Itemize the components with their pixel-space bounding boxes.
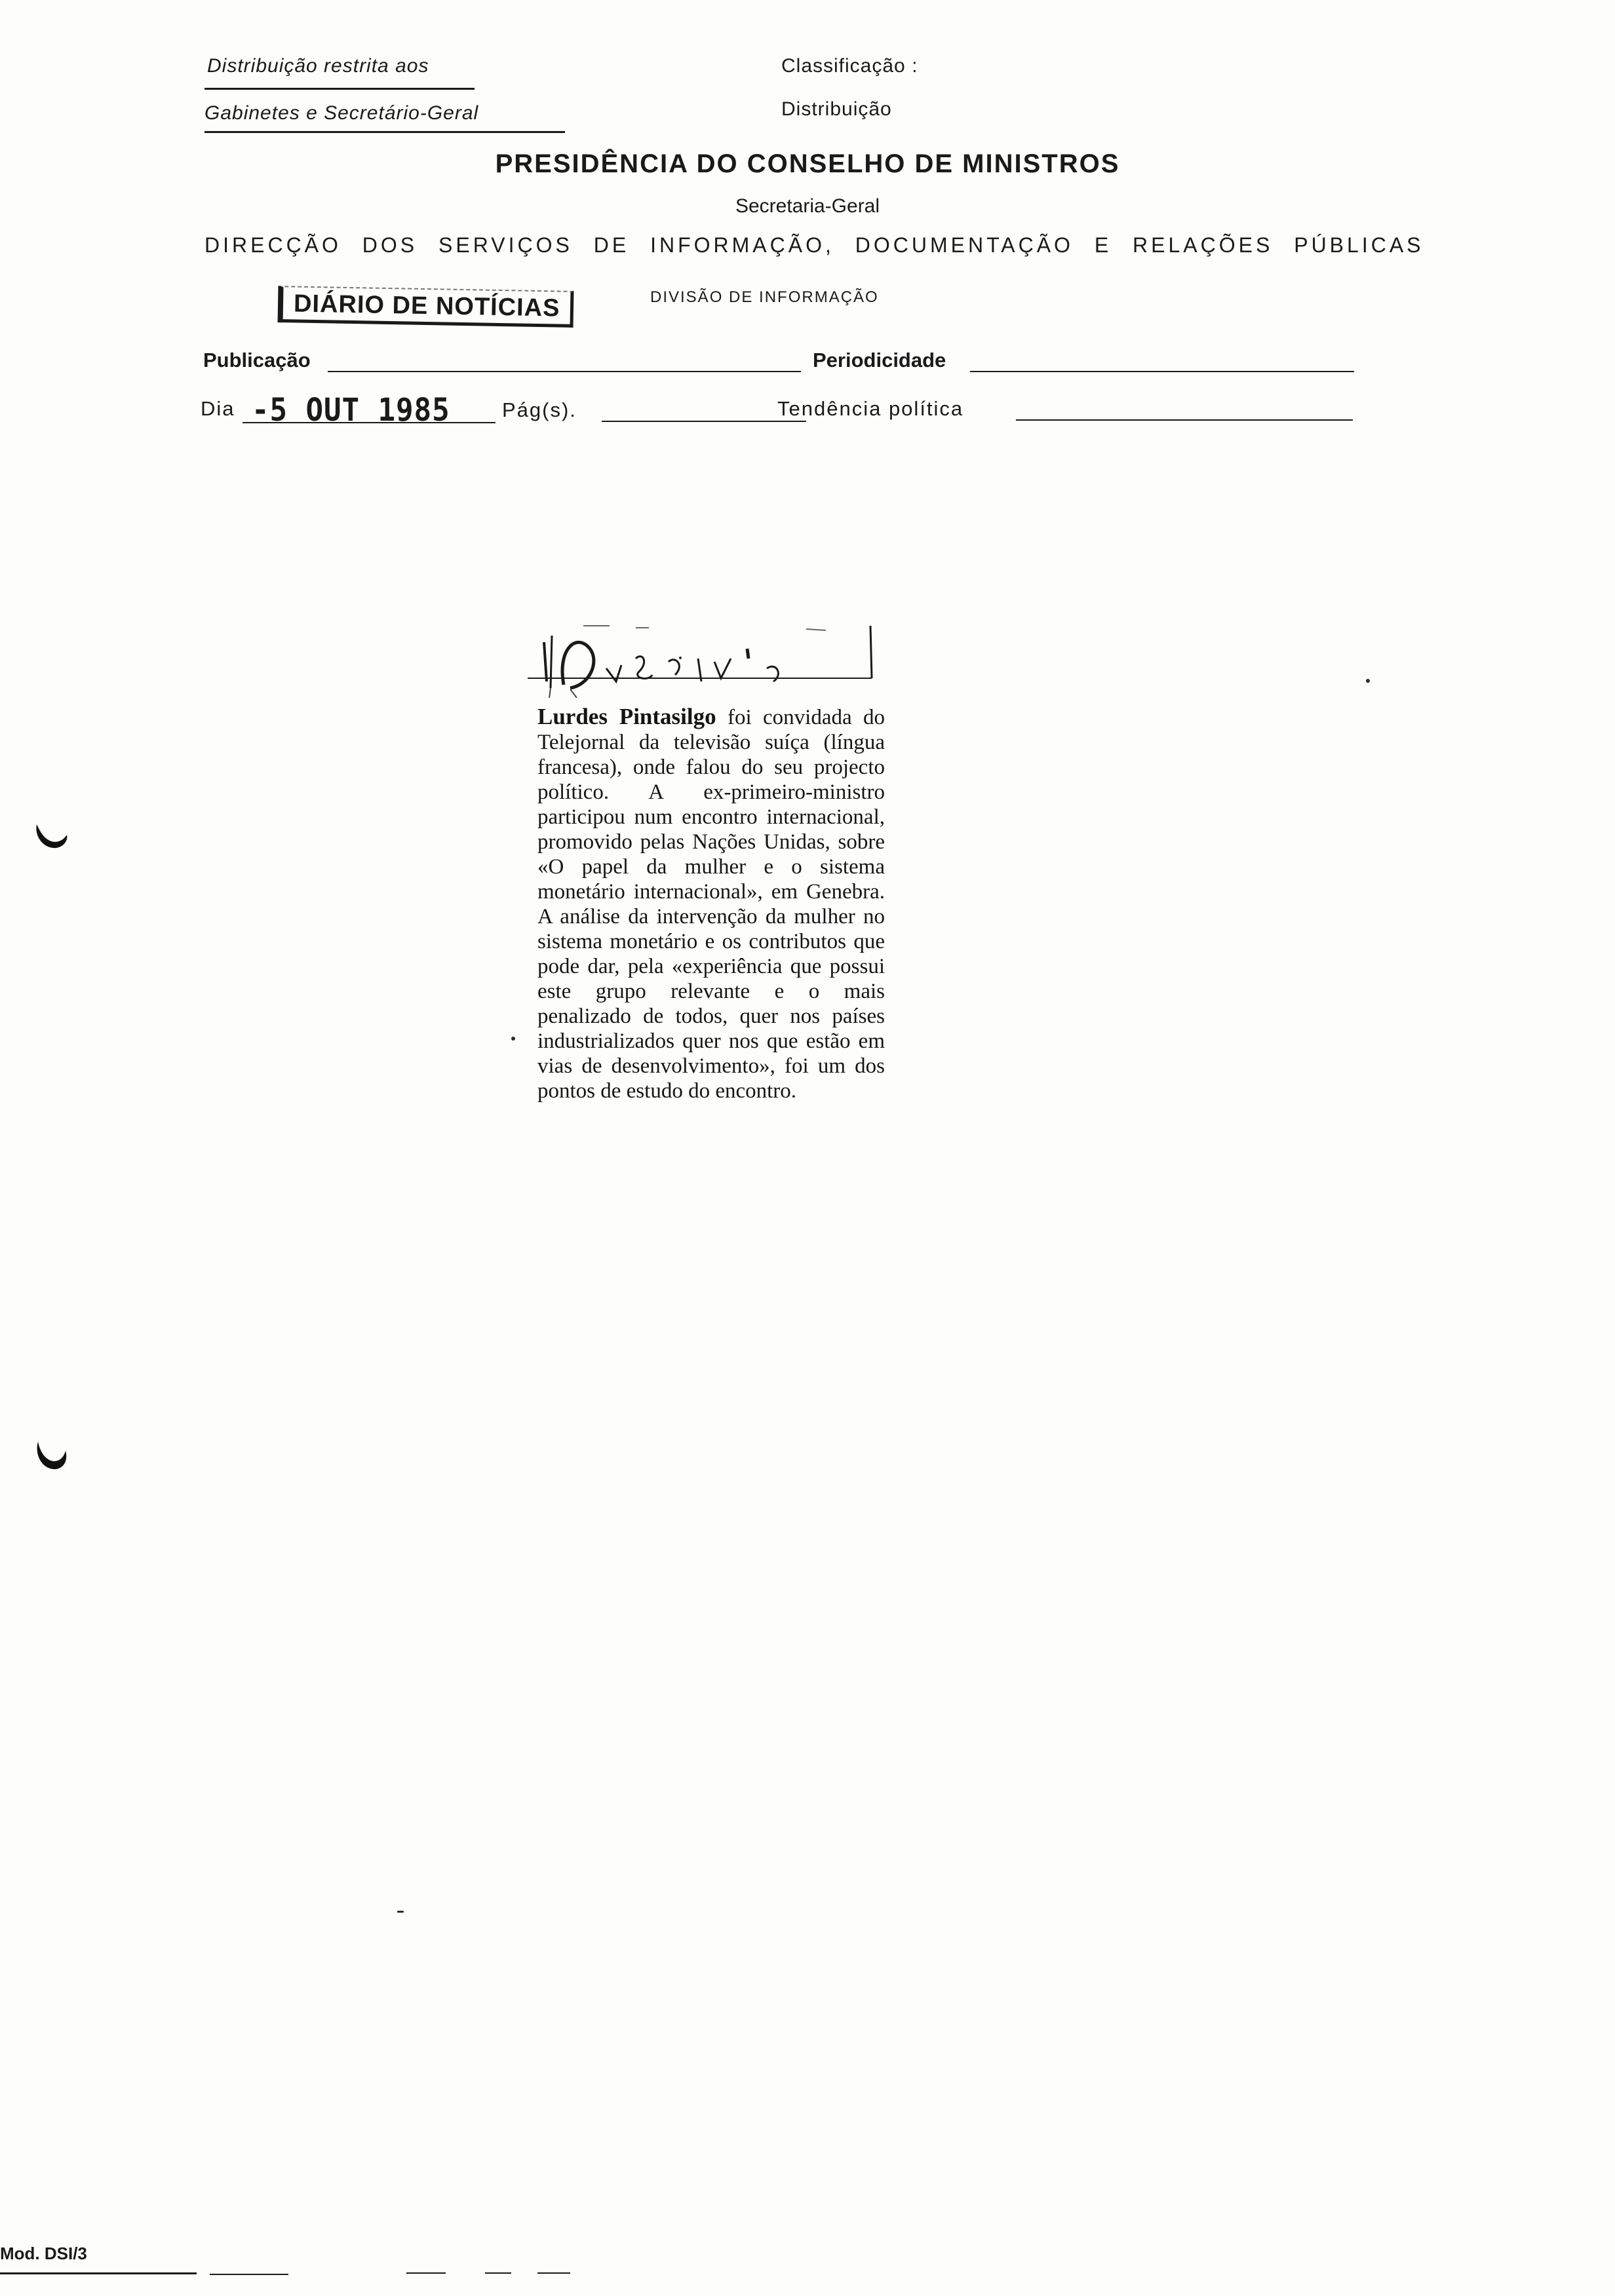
footer-rule-dash [406, 2272, 446, 2274]
clipping-body: foi convidada do Telejornal da televisão suíça (língua francesa), onde falou do seu projecto político. A ex-primeiro-ministro participou num encontro internacional, promovido pelas Nações Unidas, sobre «O papel da mulher e o sistema monetário internacional», em Genebra. A análise da intervenção da mulher no sistema monetário e os contributos que pode dar, pela «experiência que possui este grupo relevante e o mais penalizado de todos, quer nos países industrializados quer nos que estão em vias de desenvolvimento», foi um dos pontos de estudo do encontro. [537, 706, 885, 1103]
division-label: DIVISÃO DE INFORMAÇÃO [650, 288, 879, 306]
dia-label: Dia [201, 397, 235, 420]
date-stamp: -5 OUT 1985 [252, 392, 450, 429]
distribution-restriction-line2: Gabinetes e Secretário-Geral [204, 102, 479, 124]
speck [511, 1037, 515, 1041]
classification-label: Classificação : [781, 55, 918, 77]
form-code: Mod. DSI/3 [0, 2244, 87, 2263]
clipping-article [537, 704, 885, 1103]
punch-hole-icon [33, 1436, 69, 1473]
distribution-underline-2 [204, 131, 565, 133]
speck [1366, 679, 1370, 683]
distribution-underline-1 [204, 88, 475, 90]
tendencia-field-line [1016, 419, 1353, 421]
footer-rule-dash [210, 2274, 288, 2275]
publicacao-label: Publicação [203, 349, 311, 372]
distribution-restriction-line1: Distribuição restrita aos [207, 55, 429, 77]
periodicidade-label: Periodicidade [813, 349, 946, 372]
distribution-label: Distribuição [781, 98, 892, 120]
handwritten-clipping-heading [518, 622, 885, 698]
clipping-lead-name: Lurdes Pintasilgo [537, 704, 716, 729]
footer-rule-dash [485, 2272, 511, 2274]
punch-hole-icon [33, 815, 69, 852]
speck [397, 1911, 404, 1913]
footer-rule-dash [537, 2272, 570, 2274]
publicacao-field-line [328, 371, 801, 372]
periodicidade-field-line [970, 371, 1354, 372]
publication-stamp: DIÁRIO DE NOTÍCIAS [278, 286, 574, 328]
speck [679, 657, 682, 659]
tendencia-label: Tendência política [777, 397, 964, 420]
pags-field-line [602, 421, 806, 422]
pags-label: Pág(s). [502, 398, 577, 421]
direction-line: DIRECÇÃO DOS SERVIÇOS DE INFORMAÇÃO, DOCUMENTAÇÃO E RELAÇÕES PÚBLICAS [204, 233, 1424, 257]
page-subtitle: Secretaria-Geral [735, 195, 880, 217]
page-title: PRESIDÊNCIA DO CONSELHO DE MINISTROS [495, 149, 1120, 178]
footer-rule [0, 2272, 197, 2274]
